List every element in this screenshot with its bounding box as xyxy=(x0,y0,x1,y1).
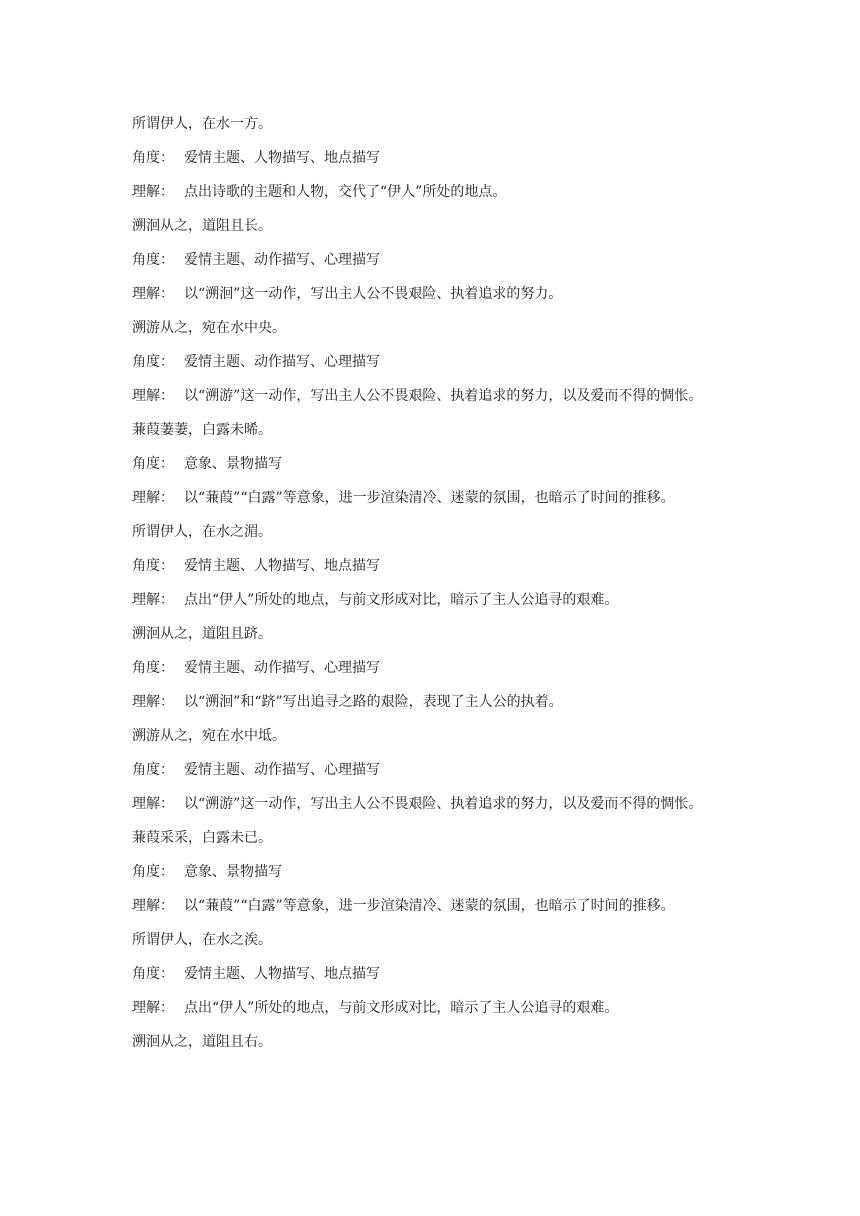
understanding-label: 理解： xyxy=(132,388,174,404)
verse-line: 蒹葭采采，白露未已。 xyxy=(132,830,272,846)
understanding-text: 点出“伊人”所处的地点，与前文形成对比，暗示了主人公追寻的艰难。 xyxy=(184,592,619,608)
angle-line xyxy=(132,549,742,583)
angle-label: 角度： xyxy=(132,660,174,676)
angle-text: 意象、景物描写 xyxy=(184,456,282,472)
understanding-line xyxy=(132,583,742,617)
understanding-text: 以“溯游”这一动作，写出主人公不畏艰险、执着追求的努力，以及爱而不得的惆怅。 xyxy=(184,796,703,812)
verse-line: 蒹葭萋萋，白露未晞。 xyxy=(132,422,272,438)
angle-label: 角度： xyxy=(132,864,174,880)
verse-line: 溯洄从之，道阻且跻。 xyxy=(132,626,272,642)
angle-line xyxy=(132,855,742,889)
angle-text: 爱情主题、动作描写、心理描写 xyxy=(184,762,380,778)
angle-line xyxy=(132,345,742,379)
angle-line xyxy=(132,753,742,787)
understanding-label: 理解： xyxy=(132,796,174,812)
angle-line xyxy=(132,243,742,277)
verse-line: 溯洄从之，道阻且长。 xyxy=(132,218,272,234)
angle-text: 爱情主题、动作描写、心理描写 xyxy=(184,660,380,676)
angle-line xyxy=(132,141,742,175)
understanding-label: 理解： xyxy=(132,898,174,914)
verse-line: 所谓伊人，在水之涘。 xyxy=(132,932,272,948)
understanding-text: 点出诗歌的主题和人物，交代了“伊人”所处的地点。 xyxy=(184,184,507,200)
understanding-line xyxy=(132,277,742,311)
verse-line: 所谓伊人，在水之湄。 xyxy=(132,524,272,540)
angle-text: 意象、景物描写 xyxy=(184,864,282,880)
angle-label: 角度： xyxy=(132,456,174,472)
understanding-text: 以“溯游”这一动作，写出主人公不畏艰险、执着追求的努力，以及爱而不得的惆怅。 xyxy=(184,388,703,404)
verse-line: 溯游从之，宛在水中坻。 xyxy=(132,728,286,744)
understanding-line xyxy=(132,889,742,923)
angle-text: 爱情主题、人物描写、地点描写 xyxy=(184,966,380,982)
understanding-line xyxy=(132,379,742,413)
verse-line: 所谓伊人，在水一方。 xyxy=(132,116,272,132)
angle-label: 角度： xyxy=(132,252,174,268)
angle-label: 角度： xyxy=(132,354,174,370)
understanding-label: 理解： xyxy=(132,694,174,710)
verse-line: 溯游从之，宛在水中央。 xyxy=(132,320,286,336)
document-body xyxy=(132,107,742,1059)
angle-label: 角度： xyxy=(132,558,174,574)
understanding-text: 点出“伊人”所处的地点，与前文形成对比，暗示了主人公追寻的艰难。 xyxy=(184,1000,619,1016)
angle-text: 爱情主题、人物描写、地点描写 xyxy=(184,558,380,574)
angle-line xyxy=(132,651,742,685)
angle-label: 角度： xyxy=(132,150,174,166)
understanding-label: 理解： xyxy=(132,1000,174,1016)
angle-line xyxy=(132,957,742,991)
verse-line: 溯洄从之，道阻且右。 xyxy=(132,1034,272,1050)
understanding-line xyxy=(132,685,742,719)
understanding-text: 以“溯洄”和“跻”写出追寻之路的艰险，表现了主人公的执着。 xyxy=(184,694,563,710)
understanding-label: 理解： xyxy=(132,592,174,608)
understanding-line xyxy=(132,481,742,515)
angle-label: 角度： xyxy=(132,966,174,982)
understanding-label: 理解： xyxy=(132,286,174,302)
understanding-text: 以“蒹葭”“白露”等意象，进一步渲染清冷、迷蒙的氛围，也暗示了时间的推移。 xyxy=(184,898,675,914)
understanding-label: 理解： xyxy=(132,490,174,506)
angle-label: 角度： xyxy=(132,762,174,778)
understanding-text: 以“蒹葭”“白露”等意象，进一步渲染清冷、迷蒙的氛围，也暗示了时间的推移。 xyxy=(184,490,675,506)
understanding-line xyxy=(132,175,742,209)
understanding-label: 理解： xyxy=(132,184,174,200)
understanding-text: 以“溯洄”这一动作，写出主人公不畏艰险、执着追求的努力。 xyxy=(184,286,563,302)
angle-text: 爱情主题、人物描写、地点描写 xyxy=(184,150,380,166)
understanding-line xyxy=(132,991,742,1025)
angle-text: 爱情主题、动作描写、心理描写 xyxy=(184,252,380,268)
angle-line xyxy=(132,447,742,481)
angle-text: 爱情主题、动作描写、心理描写 xyxy=(184,354,380,370)
understanding-line xyxy=(132,787,742,821)
